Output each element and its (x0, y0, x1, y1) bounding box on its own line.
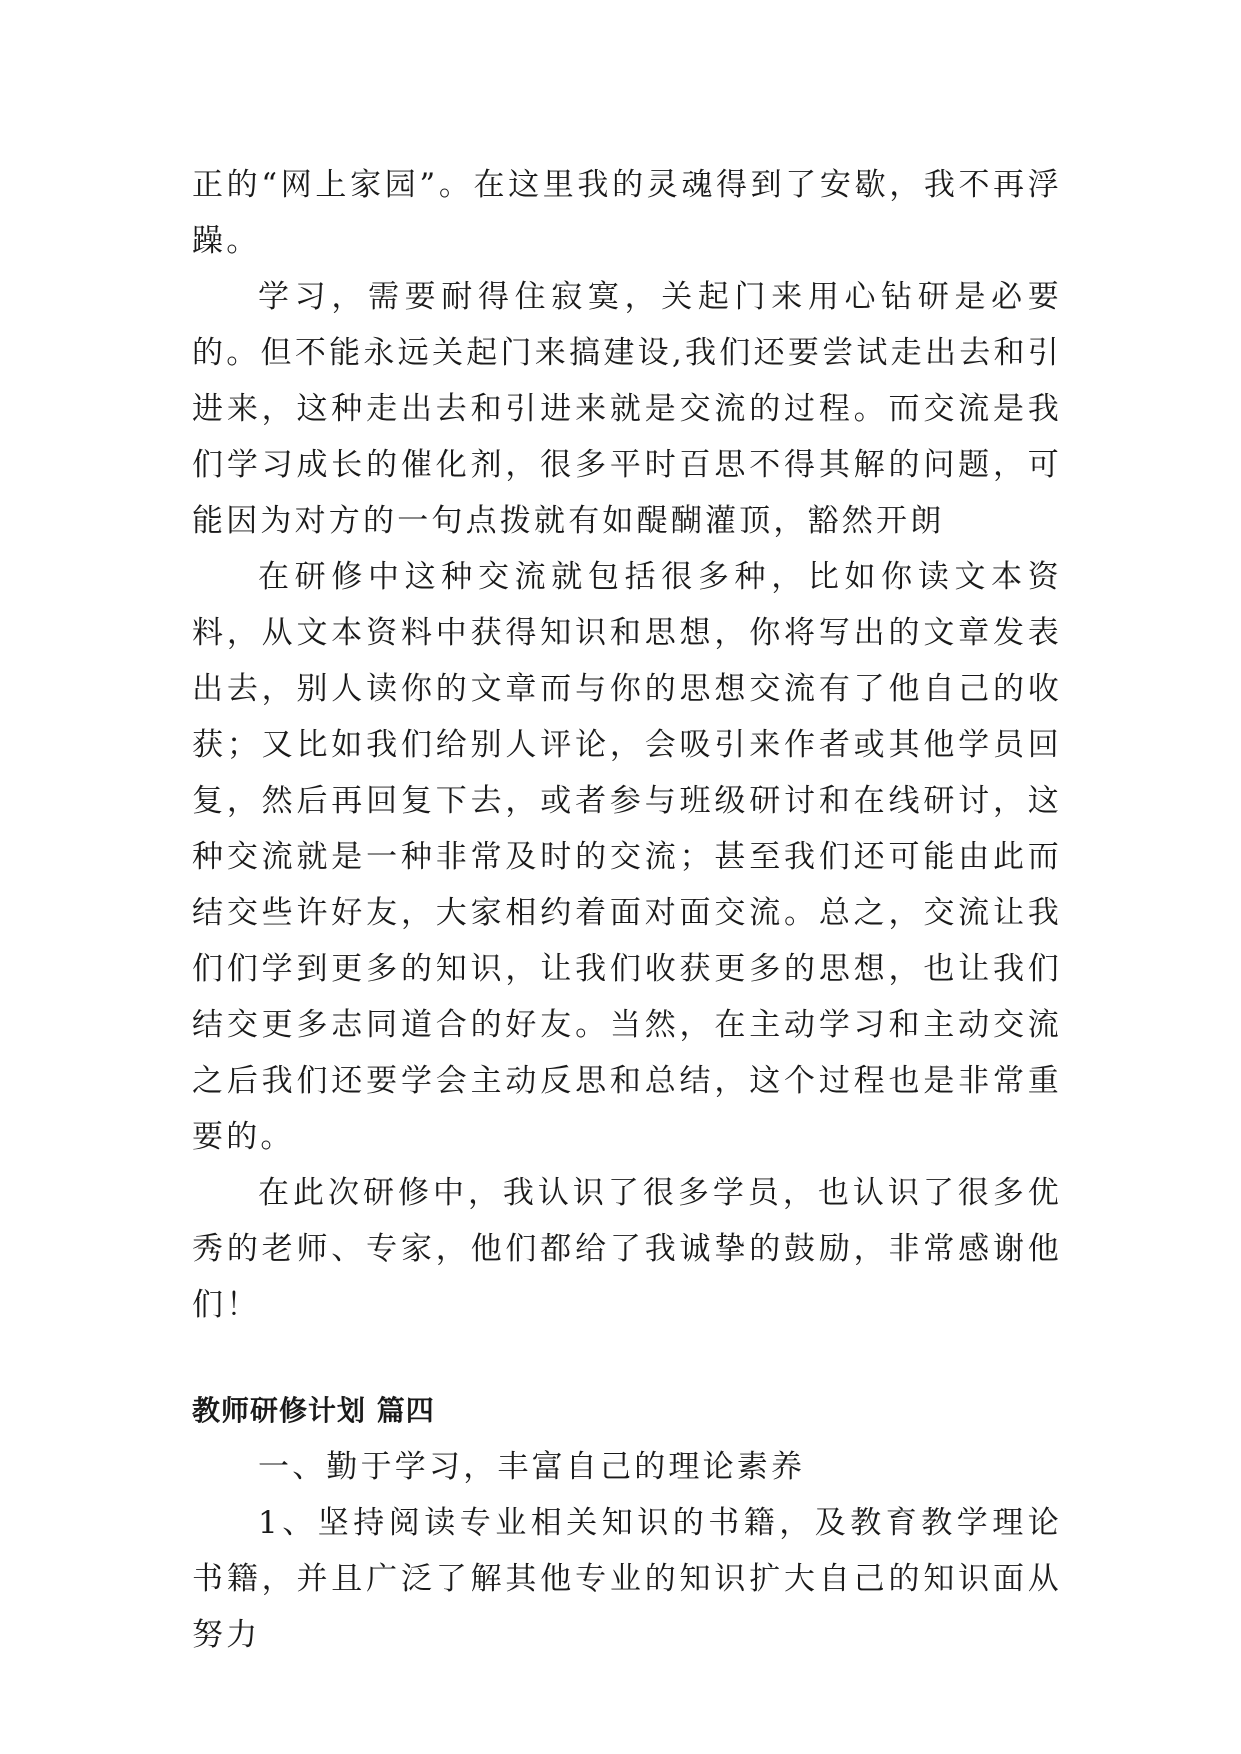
paragraph-learning: 学习，需要耐得住寂寞，关起门来用心钻研是必要的。但不能永远关起门来搞建设,我们还要尝试走出去和引进来，这种走出去和引进来就是交流的过程。而交流是我们学习成长的催化剂，很多平时百思不得其解的问题，可能因为对方的一句点拨就有如醍醐灌顶，豁然开朗 (192, 279, 1062, 539)
paragraph-continuation: 正的“网上家园”。在这里我的灵魂得到了安歇，我不再浮躁。 (192, 167, 1062, 259)
document-body (192, 157, 1062, 1663)
section-heading: 教师研修计划 篇四 (192, 1394, 435, 1427)
paragraph-thanks: 在此次研修中，我认识了很多学员，也认识了很多优秀的老师、专家，他们都给了我诚挚的鼓励，非常感谢他们！ (192, 1175, 1062, 1323)
subheading-study: 一、勤于学习，丰富自己的理论素养 (258, 1449, 806, 1485)
paragraph-reading: 1、坚持阅读专业相关知识的书籍，及教育教学理论书籍，并且广泛了解其他专业的知识扩大自己的知识面从努力 (192, 1505, 1062, 1653)
paragraph-exchange: 在研修中这种交流就包括很多种，比如你读文本资料，从文本资料中获得知识和思想，你将写出的文章发表出去，别人读你的文章而与你的思想交流有了他自己的收获；又比如我们给别人评论，会吸引来作者或其他学员回复，然后再回复下去，或者参与班级研讨和在线研讨，这种交流就是一种非常及时的交流；甚至我们还可能由此而结交些许好友，大家相约着面对面交流。总之，交流让我们们学到更多的知识，让我们收获更多的思想，也让我们结交更多志同道合的好友。当然，在主动学习和主动交流之后我们还要学会主动反思和总结，这个过程也是非常重要的。 (192, 559, 1062, 1155)
